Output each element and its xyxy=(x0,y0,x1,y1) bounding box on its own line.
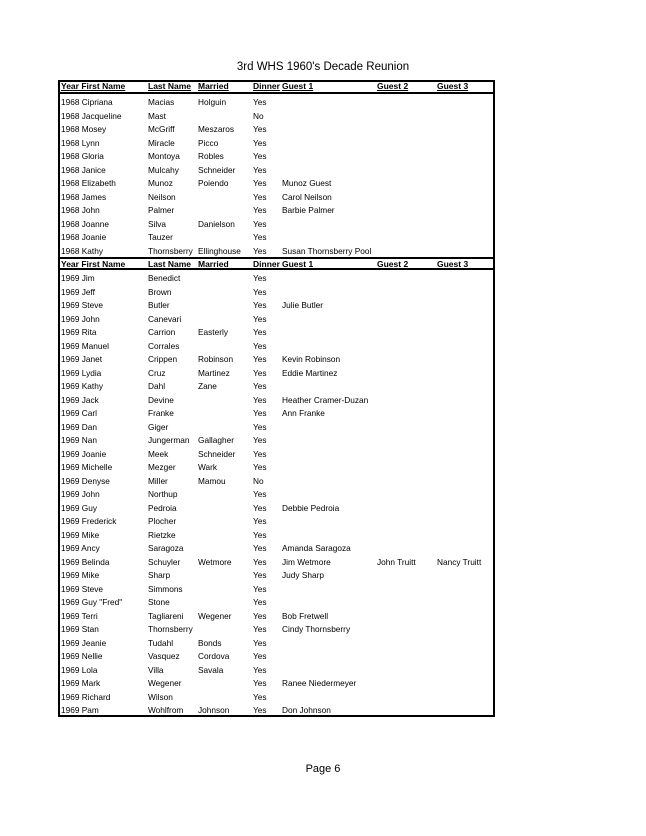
table-row xyxy=(60,96,493,110)
cell-guest-1: Debbie Pedroia xyxy=(282,502,340,513)
cell-married-name: Cordova xyxy=(198,651,230,661)
table-row xyxy=(60,380,493,394)
header-dinner: Dinner xyxy=(253,259,280,269)
cell-guest-1: Bob Fretwell xyxy=(282,610,329,621)
cell-year-first-name: 1969 Steve xyxy=(61,583,103,594)
cell-guest-1: Kevin Robinson xyxy=(282,354,341,364)
cell-year-first-name: 1969 Nellie xyxy=(61,651,103,661)
cell-guest-3: Nancy Truitt xyxy=(437,556,482,567)
cell-married-name: Gallagher xyxy=(198,435,234,445)
cell-year-first-name: 1969 Mike xyxy=(61,570,100,580)
cell-last-name: Tudahl xyxy=(148,637,174,648)
cell-dinner: Yes xyxy=(253,502,267,513)
cell-married-name: Meszaros xyxy=(198,124,234,134)
cell-dinner: Yes xyxy=(253,354,267,364)
cell-last-name: Macias xyxy=(148,97,175,107)
table-row xyxy=(60,610,493,624)
cell-dinner: Yes xyxy=(253,300,267,310)
table-row xyxy=(60,569,493,583)
cell-year-first-name: 1969 Jim xyxy=(61,273,95,283)
header-guest-2: Guest 2 xyxy=(377,81,409,91)
cell-dinner: Yes xyxy=(253,624,267,634)
cell-dinner: Yes xyxy=(253,408,267,418)
cell-last-name: Plocher xyxy=(148,516,177,526)
cell-year-first-name: 1969 Carl xyxy=(61,408,97,418)
table-row xyxy=(60,150,493,164)
cell-year-first-name: 1969 Mike xyxy=(61,529,100,540)
table-row xyxy=(60,407,493,421)
cell-dinner: Yes xyxy=(253,448,267,459)
cell-married-name: Wegener xyxy=(198,610,232,621)
cell-dinner: Yes xyxy=(253,705,267,715)
table-row xyxy=(60,164,493,178)
cell-dinner: Yes xyxy=(253,664,267,675)
header-last-name: Last Name xyxy=(148,259,191,269)
cell-dinner: Yes xyxy=(253,435,267,445)
cell-last-name: Benedict xyxy=(148,273,181,283)
header-guest-1: Guest 1 xyxy=(282,81,314,91)
table-row xyxy=(60,272,493,286)
cell-year-first-name: 1969 John xyxy=(61,313,100,324)
cell-dinner: Yes xyxy=(253,367,267,378)
cell-dinner: Yes xyxy=(253,245,267,256)
cell-dinner: Yes xyxy=(253,178,267,188)
cell-last-name: Thornsberry xyxy=(148,245,193,256)
cell-dinner: Yes xyxy=(253,597,267,607)
cell-married-name: Schneider xyxy=(198,164,236,175)
cell-dinner: Yes xyxy=(253,232,267,242)
cell-last-name: Silva xyxy=(148,218,166,229)
cell-year-first-name: 1968 Mosey xyxy=(61,124,107,134)
cell-last-name: Carrion xyxy=(148,327,176,337)
cell-guest-1: Munoz Guest xyxy=(282,178,332,188)
cell-year-first-name: 1969 Nan xyxy=(61,435,97,445)
cell-married-name: Picco xyxy=(198,137,219,148)
cell-married-name: Easterly xyxy=(198,327,228,337)
cell-married-name: Mamou xyxy=(198,475,226,486)
cell-dinner: No xyxy=(253,110,264,121)
cell-last-name: Thornsberry xyxy=(148,624,193,634)
cell-year-first-name: 1968 Elizabeth xyxy=(61,178,116,188)
cell-year-first-name: 1969 Jeanie xyxy=(61,637,107,648)
cell-year-first-name: 1969 Mark xyxy=(61,678,101,688)
table-row xyxy=(60,231,493,245)
cell-dinner: Yes xyxy=(253,543,267,553)
cell-year-first-name: 1969 Terri xyxy=(61,610,98,621)
cell-year-first-name: 1969 Belinda xyxy=(61,556,110,567)
cell-dinner: Yes xyxy=(253,151,267,161)
cell-dinner: Yes xyxy=(253,489,267,499)
cell-year-first-name: 1968 Jacqueline xyxy=(61,110,122,121)
table-row xyxy=(60,664,493,678)
cell-year-first-name: 1969 Frederick xyxy=(61,516,117,526)
table-row xyxy=(60,488,493,502)
cell-dinner: Yes xyxy=(253,205,267,215)
table-row xyxy=(60,313,493,327)
cell-last-name: Mulcahy xyxy=(148,164,179,175)
cell-year-first-name: 1968 Janice xyxy=(61,164,106,175)
cell-married-name: Martinez xyxy=(198,367,230,378)
cell-year-first-name: 1968 John xyxy=(61,205,100,215)
cell-last-name: Tagliareni xyxy=(148,610,184,621)
cell-guest-1: Barbie Palmer xyxy=(282,205,335,215)
cell-dinner: Yes xyxy=(253,191,267,202)
cell-year-first-name: 1969 Lola xyxy=(61,664,98,675)
cell-year-first-name: 1969 Lydia xyxy=(61,367,102,378)
cell-dinner: Yes xyxy=(253,691,267,702)
cell-last-name: Miller xyxy=(148,475,168,486)
cell-guest-1: Jim Wetmore xyxy=(282,556,331,567)
cell-last-name: Corrales xyxy=(148,340,180,351)
table-row xyxy=(60,502,493,516)
cell-year-first-name: 1969 John xyxy=(61,489,100,499)
table-row xyxy=(60,286,493,300)
cell-married-name: Savala xyxy=(198,664,224,675)
cell-last-name: Villa xyxy=(148,664,164,675)
header-year-first-name: Year First Name xyxy=(61,259,126,269)
table-header-1 xyxy=(60,81,493,94)
table-header-2 xyxy=(60,257,493,270)
table-row xyxy=(60,515,493,529)
cell-last-name: Mast xyxy=(148,110,166,121)
cell-dinner: Yes xyxy=(253,529,267,540)
cell-year-first-name: 1968 Kathy xyxy=(61,245,103,256)
cell-married-name: Wetmore xyxy=(198,556,232,567)
cell-last-name: Meek xyxy=(148,448,169,459)
cell-guest-1: Susan Thornsberry Pool xyxy=(282,245,372,256)
page-number: Page 6 xyxy=(305,763,341,775)
cell-dinner: Yes xyxy=(253,651,267,661)
table-row xyxy=(60,326,493,340)
cell-dinner: Yes xyxy=(253,462,267,472)
cell-dinner: Yes xyxy=(253,637,267,648)
cell-year-first-name: 1969 Rita xyxy=(61,327,97,337)
table-row xyxy=(60,596,493,610)
cell-last-name: Schuyler xyxy=(148,556,181,567)
table-row xyxy=(60,245,493,259)
cell-year-first-name: 1969 Kathy xyxy=(61,381,103,391)
cell-year-first-name: 1969 Dan xyxy=(61,421,97,432)
cell-dinner: Yes xyxy=(253,313,267,324)
cell-last-name: Crippen xyxy=(148,354,178,364)
cell-married-name: Zane xyxy=(198,381,217,391)
cell-married-name: Wark xyxy=(198,462,218,472)
cell-year-first-name: 1969 Guy "Fred" xyxy=(61,597,123,607)
cell-married-name: Ellinghouse xyxy=(198,245,241,256)
table-row xyxy=(60,299,493,313)
table-row xyxy=(60,448,493,462)
cell-guest-1: Cindy Thornsberry xyxy=(282,624,351,634)
cell-guest-1: Ranee Niedermeyer xyxy=(282,678,357,688)
cell-guest-1: Julie Butler xyxy=(282,300,324,310)
cell-married-name: Schneider xyxy=(198,448,236,459)
cell-dinner: Yes xyxy=(253,583,267,594)
cell-year-first-name: 1969 Jack xyxy=(61,394,99,405)
cell-last-name: Palmer xyxy=(148,205,175,215)
cell-last-name: Vasquez xyxy=(148,651,180,661)
cell-dinner: Yes xyxy=(253,381,267,391)
cell-last-name: Rietzke xyxy=(148,529,176,540)
cell-last-name: Pedroia xyxy=(148,502,177,513)
header-guest-1: Guest 1 xyxy=(282,259,314,269)
cell-married-name: Bonds xyxy=(198,637,222,648)
header-married-name: Married xyxy=(198,81,229,91)
table-row xyxy=(60,650,493,664)
cell-last-name: Wegener xyxy=(148,678,182,688)
cell-dinner: Yes xyxy=(253,137,267,148)
table-row xyxy=(60,137,493,151)
cell-year-first-name: 1968 Joanie xyxy=(61,232,107,242)
table-row xyxy=(60,353,493,367)
table-row xyxy=(60,421,493,435)
cell-last-name: Tauzer xyxy=(148,232,173,242)
cell-last-name: Jungerman xyxy=(148,435,190,445)
cell-year-first-name: 1969 Manuel xyxy=(61,340,109,351)
cell-last-name: Butler xyxy=(148,300,170,310)
header-guest-3: Guest 3 xyxy=(437,259,469,269)
cell-dinner: Yes xyxy=(253,327,267,337)
cell-guest-1: Judy Sharp xyxy=(282,570,324,580)
header-last-name: Last Name xyxy=(148,81,191,91)
cell-dinner: Yes xyxy=(253,340,267,351)
cell-guest-1: Don Johnson xyxy=(282,705,331,715)
cell-year-first-name: 1968 Lynn xyxy=(61,137,100,148)
table-row xyxy=(60,123,493,137)
table-row xyxy=(60,691,493,705)
cell-last-name: Sharp xyxy=(148,570,171,580)
cell-year-first-name: 1969 Ancy xyxy=(61,543,100,553)
cell-last-name: Wilson xyxy=(148,691,173,702)
table-row xyxy=(60,110,493,124)
header-guest-2: Guest 2 xyxy=(377,259,409,269)
cell-dinner: Yes xyxy=(253,610,267,621)
cell-last-name: Canevari xyxy=(148,313,182,324)
cell-last-name: Devine xyxy=(148,394,174,405)
cell-last-name: Wohlfrom xyxy=(148,705,184,715)
cell-last-name: Brown xyxy=(148,286,172,297)
cell-year-first-name: 1969 Jeff xyxy=(61,286,95,297)
cell-married-name: Danielson xyxy=(198,218,235,229)
cell-year-first-name: 1969 Richard xyxy=(61,691,111,702)
cell-year-first-name: 1969 Denyse xyxy=(61,475,110,486)
table-row xyxy=(60,556,493,570)
header-guest-3: Guest 3 xyxy=(437,81,469,91)
cell-last-name: Montoya xyxy=(148,151,180,161)
table-row xyxy=(60,461,493,475)
page-title: 3rd WHS 1960's Decade Reunion xyxy=(236,61,410,73)
cell-married-name: Johnson xyxy=(198,705,230,715)
cell-last-name: Mezger xyxy=(148,462,176,472)
cell-dinner: Yes xyxy=(253,421,267,432)
cell-guest-1: Carol Neilson xyxy=(282,191,332,202)
cell-year-first-name: 1968 Joanne xyxy=(61,218,109,229)
table-row xyxy=(60,191,493,205)
cell-last-name: McGriff xyxy=(148,124,175,134)
cell-last-name: Simmons xyxy=(148,583,183,594)
header-dinner: Dinner xyxy=(253,81,280,91)
table-row xyxy=(60,542,493,556)
cell-guest-2: John Truitt xyxy=(377,556,416,567)
table-row xyxy=(60,367,493,381)
cell-last-name: Northup xyxy=(148,489,178,499)
cell-dinner: Yes xyxy=(253,273,267,283)
cell-year-first-name: 1969 Janet xyxy=(61,354,103,364)
table-row xyxy=(60,623,493,637)
cell-year-first-name: 1969 Pam xyxy=(61,705,99,715)
table-row xyxy=(60,218,493,232)
cell-dinner: Yes xyxy=(253,570,267,580)
cell-dinner: Yes xyxy=(253,164,267,175)
cell-guest-1: Ann Franke xyxy=(282,408,325,418)
table-row xyxy=(60,475,493,489)
table-row xyxy=(60,394,493,408)
table-row xyxy=(60,677,493,691)
cell-dinner: Yes xyxy=(253,556,267,567)
header-year-first-name: Year First Name xyxy=(61,81,126,91)
cell-last-name: Cruz xyxy=(148,367,166,378)
cell-dinner: Yes xyxy=(253,286,267,297)
cell-guest-1: Heather Cramer-Duzan xyxy=(282,394,369,405)
cell-dinner: Yes xyxy=(253,516,267,526)
cell-last-name: Saragoza xyxy=(148,543,184,553)
cell-last-name: Neilson xyxy=(148,191,176,202)
table-row xyxy=(60,177,493,191)
cell-last-name: Dahl xyxy=(148,381,166,391)
cell-married-name: Robinson xyxy=(198,354,234,364)
reunion-table xyxy=(58,80,495,717)
cell-last-name: Franke xyxy=(148,408,174,418)
cell-guest-1: Eddie Martinez xyxy=(282,367,338,378)
table-row xyxy=(60,204,493,218)
cell-last-name: Munoz xyxy=(148,178,173,188)
cell-year-first-name: 1968 Cipriana xyxy=(61,97,113,107)
cell-married-name: Holguin xyxy=(198,97,227,107)
cell-year-first-name: 1969 Stan xyxy=(61,624,99,634)
cell-last-name: Giger xyxy=(148,421,169,432)
cell-guest-1: Amanda Saragoza xyxy=(282,543,351,553)
cell-year-first-name: 1969 Steve xyxy=(61,300,103,310)
cell-year-first-name: 1969 Michelle xyxy=(61,462,113,472)
table-row xyxy=(60,529,493,543)
table-row xyxy=(60,434,493,448)
cell-year-first-name: 1969 Joanie xyxy=(61,448,107,459)
header-married-name: Married xyxy=(198,259,229,269)
cell-last-name: Miracle xyxy=(148,137,175,148)
cell-dinner: Yes xyxy=(253,97,267,107)
cell-married-name: Robles xyxy=(198,151,224,161)
cell-dinner: Yes xyxy=(253,394,267,405)
cell-last-name: Stone xyxy=(148,597,170,607)
cell-year-first-name: 1968 James xyxy=(61,191,107,202)
cell-year-first-name: 1969 Guy xyxy=(61,502,97,513)
table-row xyxy=(60,637,493,651)
table-row xyxy=(60,583,493,597)
cell-dinner: Yes xyxy=(253,124,267,134)
cell-dinner: Yes xyxy=(253,218,267,229)
cell-married-name: Poiendo xyxy=(198,178,229,188)
table-row xyxy=(60,340,493,354)
cell-dinner: No xyxy=(253,475,264,486)
cell-year-first-name: 1968 Gloria xyxy=(61,151,104,161)
cell-dinner: Yes xyxy=(253,678,267,688)
table-row xyxy=(60,704,493,718)
